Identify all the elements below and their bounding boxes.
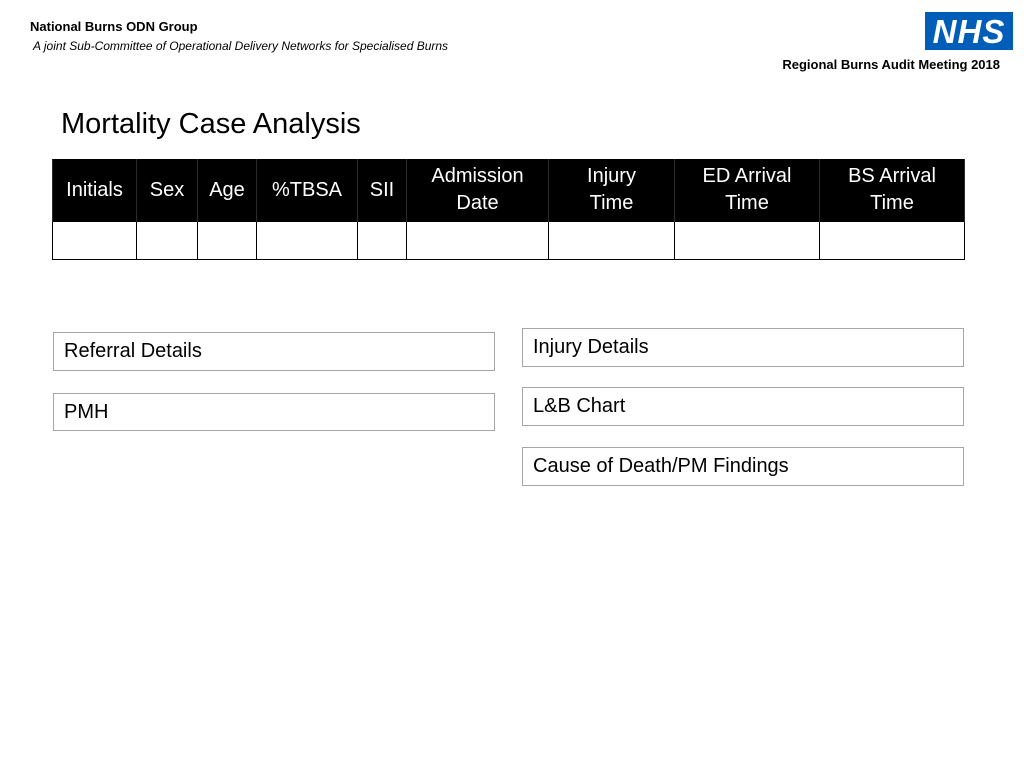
header-admission-date-line-2: Date — [456, 192, 499, 214]
injury-details-label: Injury Details — [533, 336, 649, 358]
cell-ed-arrival-time[interactable] — [675, 222, 820, 260]
header-sex — [137, 159, 198, 222]
cell-sex[interactable] — [137, 222, 198, 260]
header-injury-time — [549, 159, 675, 222]
page-title: Mortality Case Analysis — [61, 108, 361, 140]
header-bs-arrival-time-line-2: Time — [870, 192, 914, 214]
header-age — [198, 159, 257, 222]
header-injury-time-line-1: Injury — [587, 165, 636, 187]
header-tbsa-line-1: %TBSA — [271, 178, 343, 201]
table-header-row — [53, 159, 965, 222]
pmh-label: PMH — [64, 400, 109, 423]
header-bs-arrival-time-line-1: BS Arrival — [848, 165, 936, 187]
header-admission-date-line-1: Admission — [431, 165, 524, 187]
case-table — [52, 159, 965, 260]
lb-chart-label: L&B Chart — [533, 395, 626, 417]
cell-bs-arrival-time[interactable] — [820, 222, 965, 260]
cell-injury-time[interactable] — [549, 222, 675, 260]
cause-of-death-label: Cause of Death/PM Findings — [533, 455, 789, 477]
nhs-logo-text: NHS — [932, 12, 1006, 50]
pmh-box[interactable] — [53, 393, 495, 431]
header-tbsa — [257, 159, 358, 222]
cell-age[interactable] — [198, 222, 257, 260]
lb-chart-box[interactable] — [522, 387, 964, 426]
header-injury-time-line-2: Time — [589, 192, 634, 214]
header-initials — [53, 159, 137, 222]
cell-tbsa[interactable] — [257, 222, 358, 260]
header-sii-line-1: SII — [369, 178, 395, 201]
table-row — [53, 222, 965, 260]
header-sii — [358, 159, 407, 222]
injury-details-box[interactable] — [522, 328, 964, 367]
header-age-line-1: Age — [209, 178, 245, 201]
header-ed-arrival-time-line-2: Time — [725, 192, 769, 214]
referral-details-label: Referral Details — [64, 340, 202, 362]
org-subtitle: A joint Sub-Committee of Operational Delivery Networks for Specialised Burns — [33, 39, 449, 53]
cell-admission-date[interactable] — [407, 222, 549, 260]
header-admission-date — [407, 159, 549, 222]
nhs-logo — [925, 12, 1013, 50]
referral-details-box[interactable] — [53, 332, 495, 371]
meeting-title: Regional Burns Audit Meeting 2018 — [782, 57, 1000, 72]
header-ed-arrival-time — [675, 159, 820, 222]
cell-initials[interactable] — [53, 222, 137, 260]
cause-of-death-box[interactable] — [522, 447, 964, 486]
header-ed-arrival-time-line-1: ED Arrival — [702, 165, 792, 187]
header-initials-line-1: Initials — [66, 178, 123, 201]
cell-sii[interactable] — [358, 222, 407, 260]
org-name: National Burns ODN Group — [30, 19, 198, 34]
header-sex-line-1: Sex — [149, 178, 185, 201]
header-bs-arrival-time — [820, 159, 965, 222]
